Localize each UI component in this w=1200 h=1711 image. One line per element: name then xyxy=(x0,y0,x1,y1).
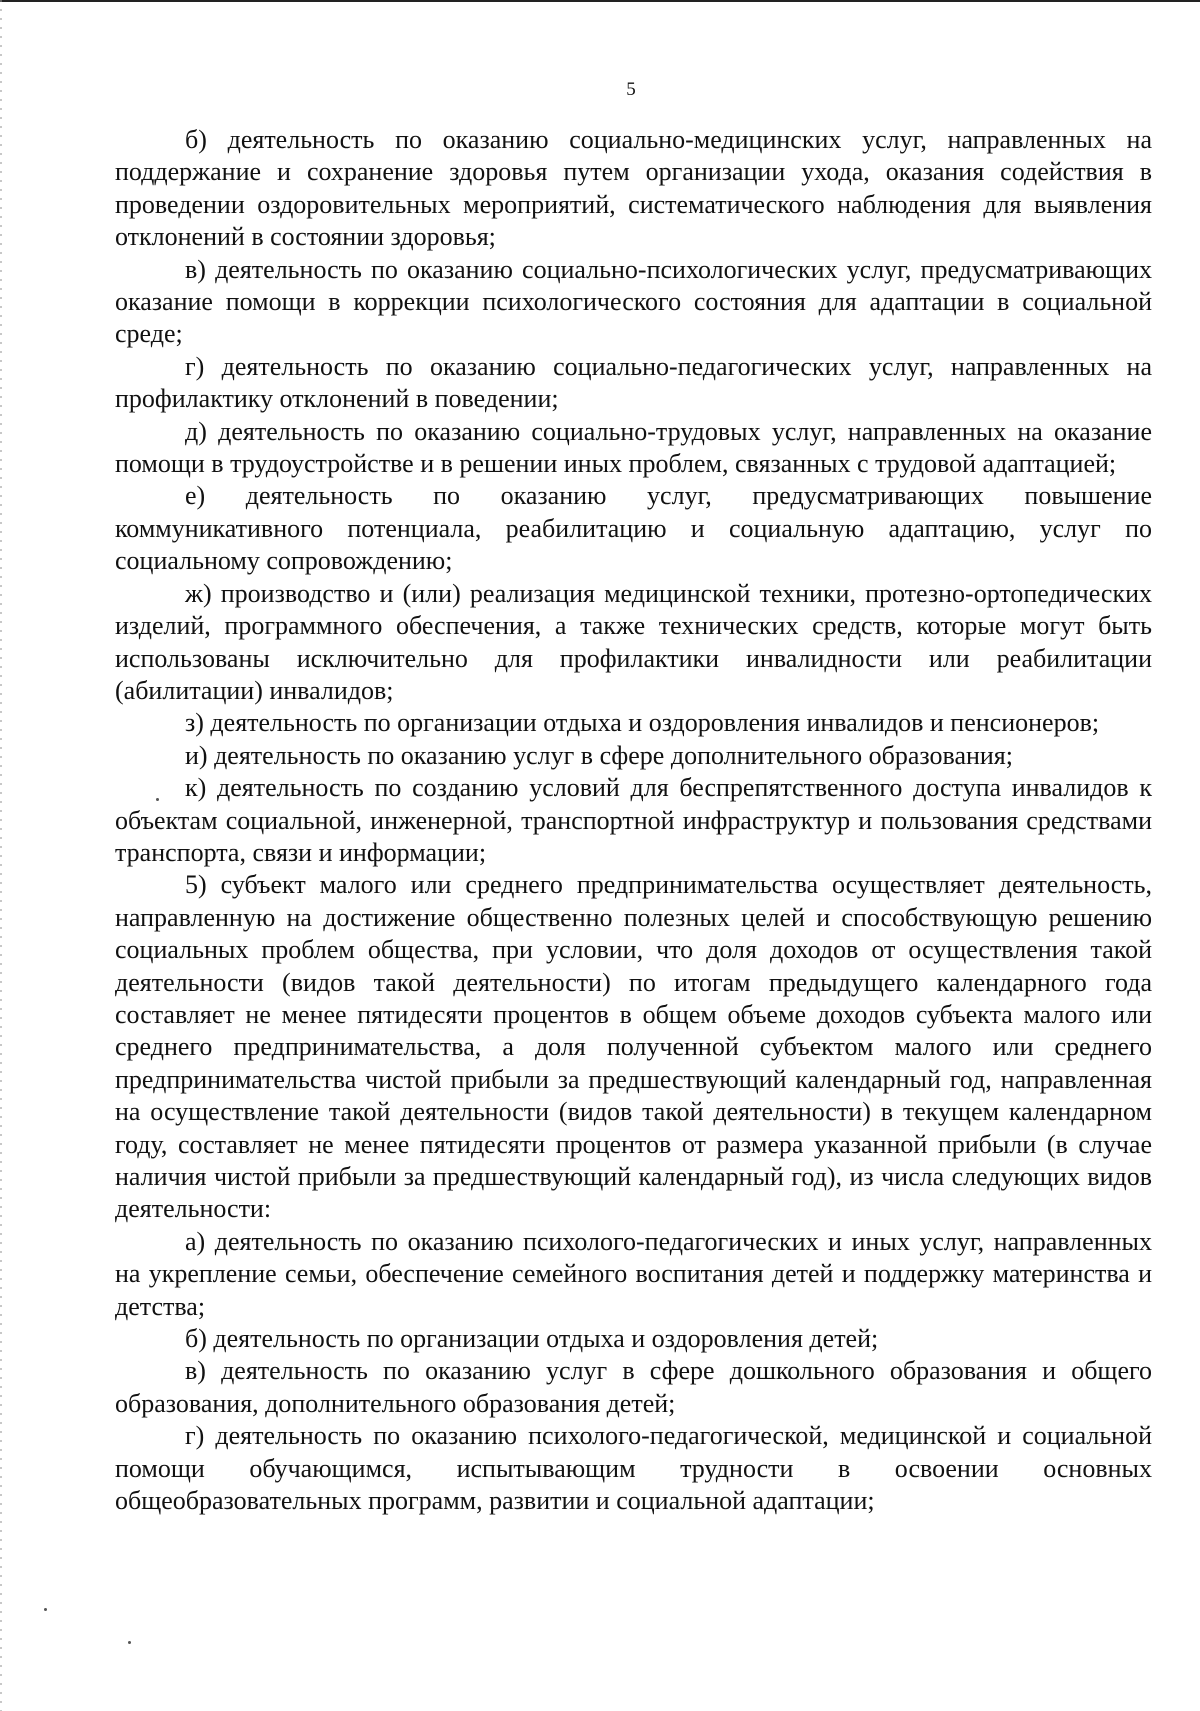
paragraph-b-children-recreation: б) деятельность по организации отдыха и оздоровления детей; xyxy=(185,1324,879,1354)
paragraph-g-pedagogical: г) деятельность по оказанию социально-педагогических услуг, направленных на профилактику отклонений в поведении; xyxy=(115,351,1152,414)
paragraph-a-family-support: а) деятельность по оказанию психолого-педагогических и иных услуг, направленных на укрепление семьи, обеспечение семейного воспитания детей и поддержку материнства и детства; xyxy=(115,1226,1152,1321)
scan-speck xyxy=(44,1608,47,1611)
paragraph-5-small-business: 5) субъект малого или среднего предпринимательства осуществляет деятельность, направленную на достижение общественно полезных целей и способствующую решению социальных проблем общества, при условии, что доля доходов от осуществления такой деятельности (видов такой деятельности) по итогам предыдущего календарного года составляет не менее пятидесяти процентов в общем объеме доходов субъекта малого или среднего предпринимательства, а доля полученной субъектом малого или среднего предпринимательства чистой прибыли за предшествующий календарный год, направленная на осуществление такой деятельности (видов такой деятельности) в текущем календарном году, составляет не менее пятидесяти процентов от размера указанной прибыли (в случае наличия чистой прибыли за предшествующий календарный год), из числа следующих видов деятельности: xyxy=(115,870,1152,1224)
left-scan-edge xyxy=(0,0,2,1711)
paragraph-d-labor: д) деятельность по оказанию социально-трудовых услуг, направленных на оказание помощи в трудоустройстве и в решении иных проблем, связанных с трудовой адаптацией; xyxy=(115,416,1152,479)
paragraph-z-recreation-disabled: з) деятельность по организации отдыха и оздоровления инвалидов и пенсионеров; xyxy=(185,708,1100,738)
document-body xyxy=(115,124,1152,1517)
paragraph-b-medical: б) деятельность по оказанию социально-медицинских услуг, направленных на поддержание и сохранение здоровья путем организации ухода, оказания содействия в проведении оздоровительных мероприятий, систематического наблюдения для выявления отклонений в состоянии здоровья; xyxy=(115,125,1152,252)
paragraph-g-student-assistance: г) деятельность по оказанию психолого-педагогической, медицинской и социальной помощи обучающимся, испытывающим трудности в освоении основных общеобразовательных программ, развитии и социальной адаптации; xyxy=(115,1421,1152,1516)
paragraph-v-psychological: в) деятельность по оказанию социально-психологических услуг, предусматривающих оказание помощи в коррекции психологического состояния для адаптации в социальной среде; xyxy=(115,254,1152,349)
paragraph-v-preschool-education: в) деятельность по оказанию услуг в сфере дошкольного образования и общего образования, дополнительного образования детей; xyxy=(115,1356,1152,1418)
paragraph-k-accessibility: к) деятельность по созданию условий для беспрепятственного доступа инвалидов к объектам социальной, инженерной, транспортной инфраструктур и пользования средствами транспорта, связи и информации; xyxy=(115,773,1152,867)
scan-speck xyxy=(156,798,159,801)
page-number: 5 xyxy=(626,79,636,100)
scan-speck xyxy=(128,1641,131,1644)
paragraph-e-communicative: е) деятельность по оказанию услуг, предусматривающих повышение коммуникативного потенциала, реабилитацию и социальную адаптацию, услуг по социальному сопровождению; xyxy=(115,481,1152,576)
top-border-line xyxy=(0,0,1200,2)
paragraph-i-additional-education: и) деятельность по оказанию услуг в сфере дополнительного образования; xyxy=(185,740,1013,770)
paragraph-zh-medical-equipment: ж) производство и (или) реализация медицинской техники, протезно-ортопедических изделий, программного обеспечения, а также технических средств, которые могут быть использованы исключительно для профилактики инвалидности или реабилитации (абилитации) инвалидов; xyxy=(115,578,1152,705)
